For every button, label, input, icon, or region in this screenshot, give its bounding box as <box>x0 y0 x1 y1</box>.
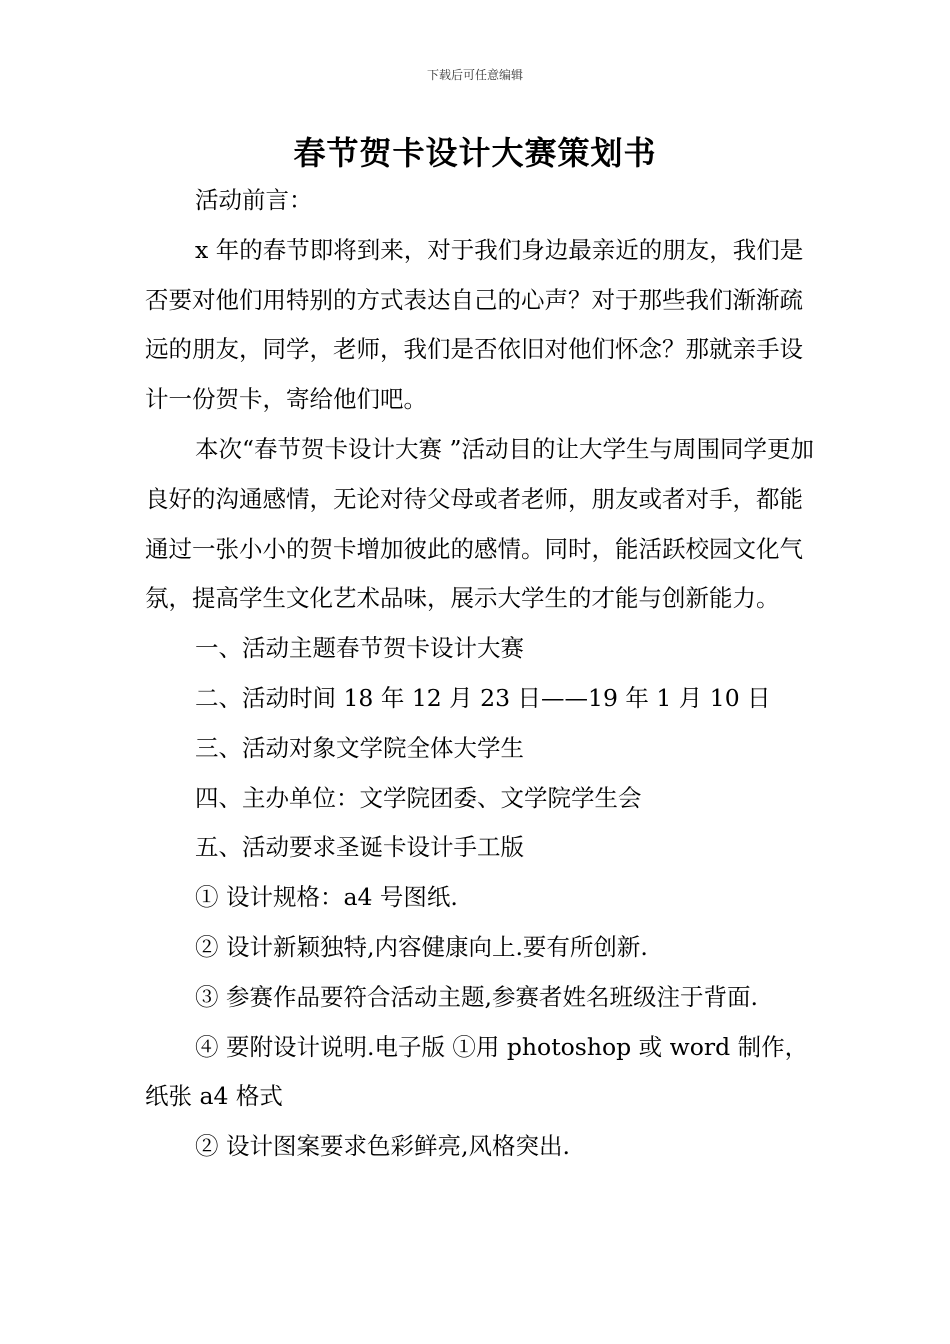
document-body <box>145 176 825 1172</box>
paragraph-organizer: 四、主办单位：文学院团委、文学院学生会 <box>195 783 642 812</box>
paragraph-intro: x 年的春节即将到来，对于我们身边最亲近的朋友，我们是否要对他们用特别的方式表达自己的心声？对于那些我们渐渐疏远的朋友，同学，老师，我们是否依旧对他们怀念？那就亲手设计一份贺卡，寄给他们吧。 <box>145 235 804 414</box>
page-header: 下载后可任意编辑 <box>426 68 523 82</box>
document-title: 春节贺卡设计大赛策划书 <box>293 134 657 172</box>
paragraph-theme: 一、活动主题春节贺卡设计大赛 <box>195 634 524 663</box>
paragraph-requirements: 五、活动要求圣诞卡设计手工版 <box>195 833 524 862</box>
paragraph-time: 二、活动时间 18 年 12 月 23 日——19 年 1 月 10 日 <box>195 683 771 712</box>
list-item-color: ② 设计图案要求色彩鲜亮,风格突出. <box>195 1132 570 1161</box>
list-item-description: ④ 要附设计说明.电子版 ①用 photoshop 或 word 制作，纸张 a4 格式 <box>145 1032 809 1111</box>
list-item-design: ② 设计新颖独特,内容健康向上.要有所创新. <box>195 932 648 961</box>
paragraph-audience: 三、活动对象文学院全体大学生 <box>195 733 524 762</box>
paragraph-purpose: 本次“春节贺卡设计大赛 ”活动目的让大学生与周围同学更加良好的沟通感情，无论对待父母或者老师，朋友或者对手，都能通过一张小小的贺卡增加彼此的感情。同时，能活跃校园文化气氛，提高学生文化艺术品味，展示大学生的才能与创新能力。 <box>145 434 814 613</box>
list-item-theme: ③ 参赛作品要符合活动主题,参赛者姓名班级注于背面. <box>195 982 758 1011</box>
paragraph-preface-heading: 活动前言： <box>195 186 313 214</box>
list-item-spec: ① 设计规格：a4 号图纸. <box>195 883 458 912</box>
